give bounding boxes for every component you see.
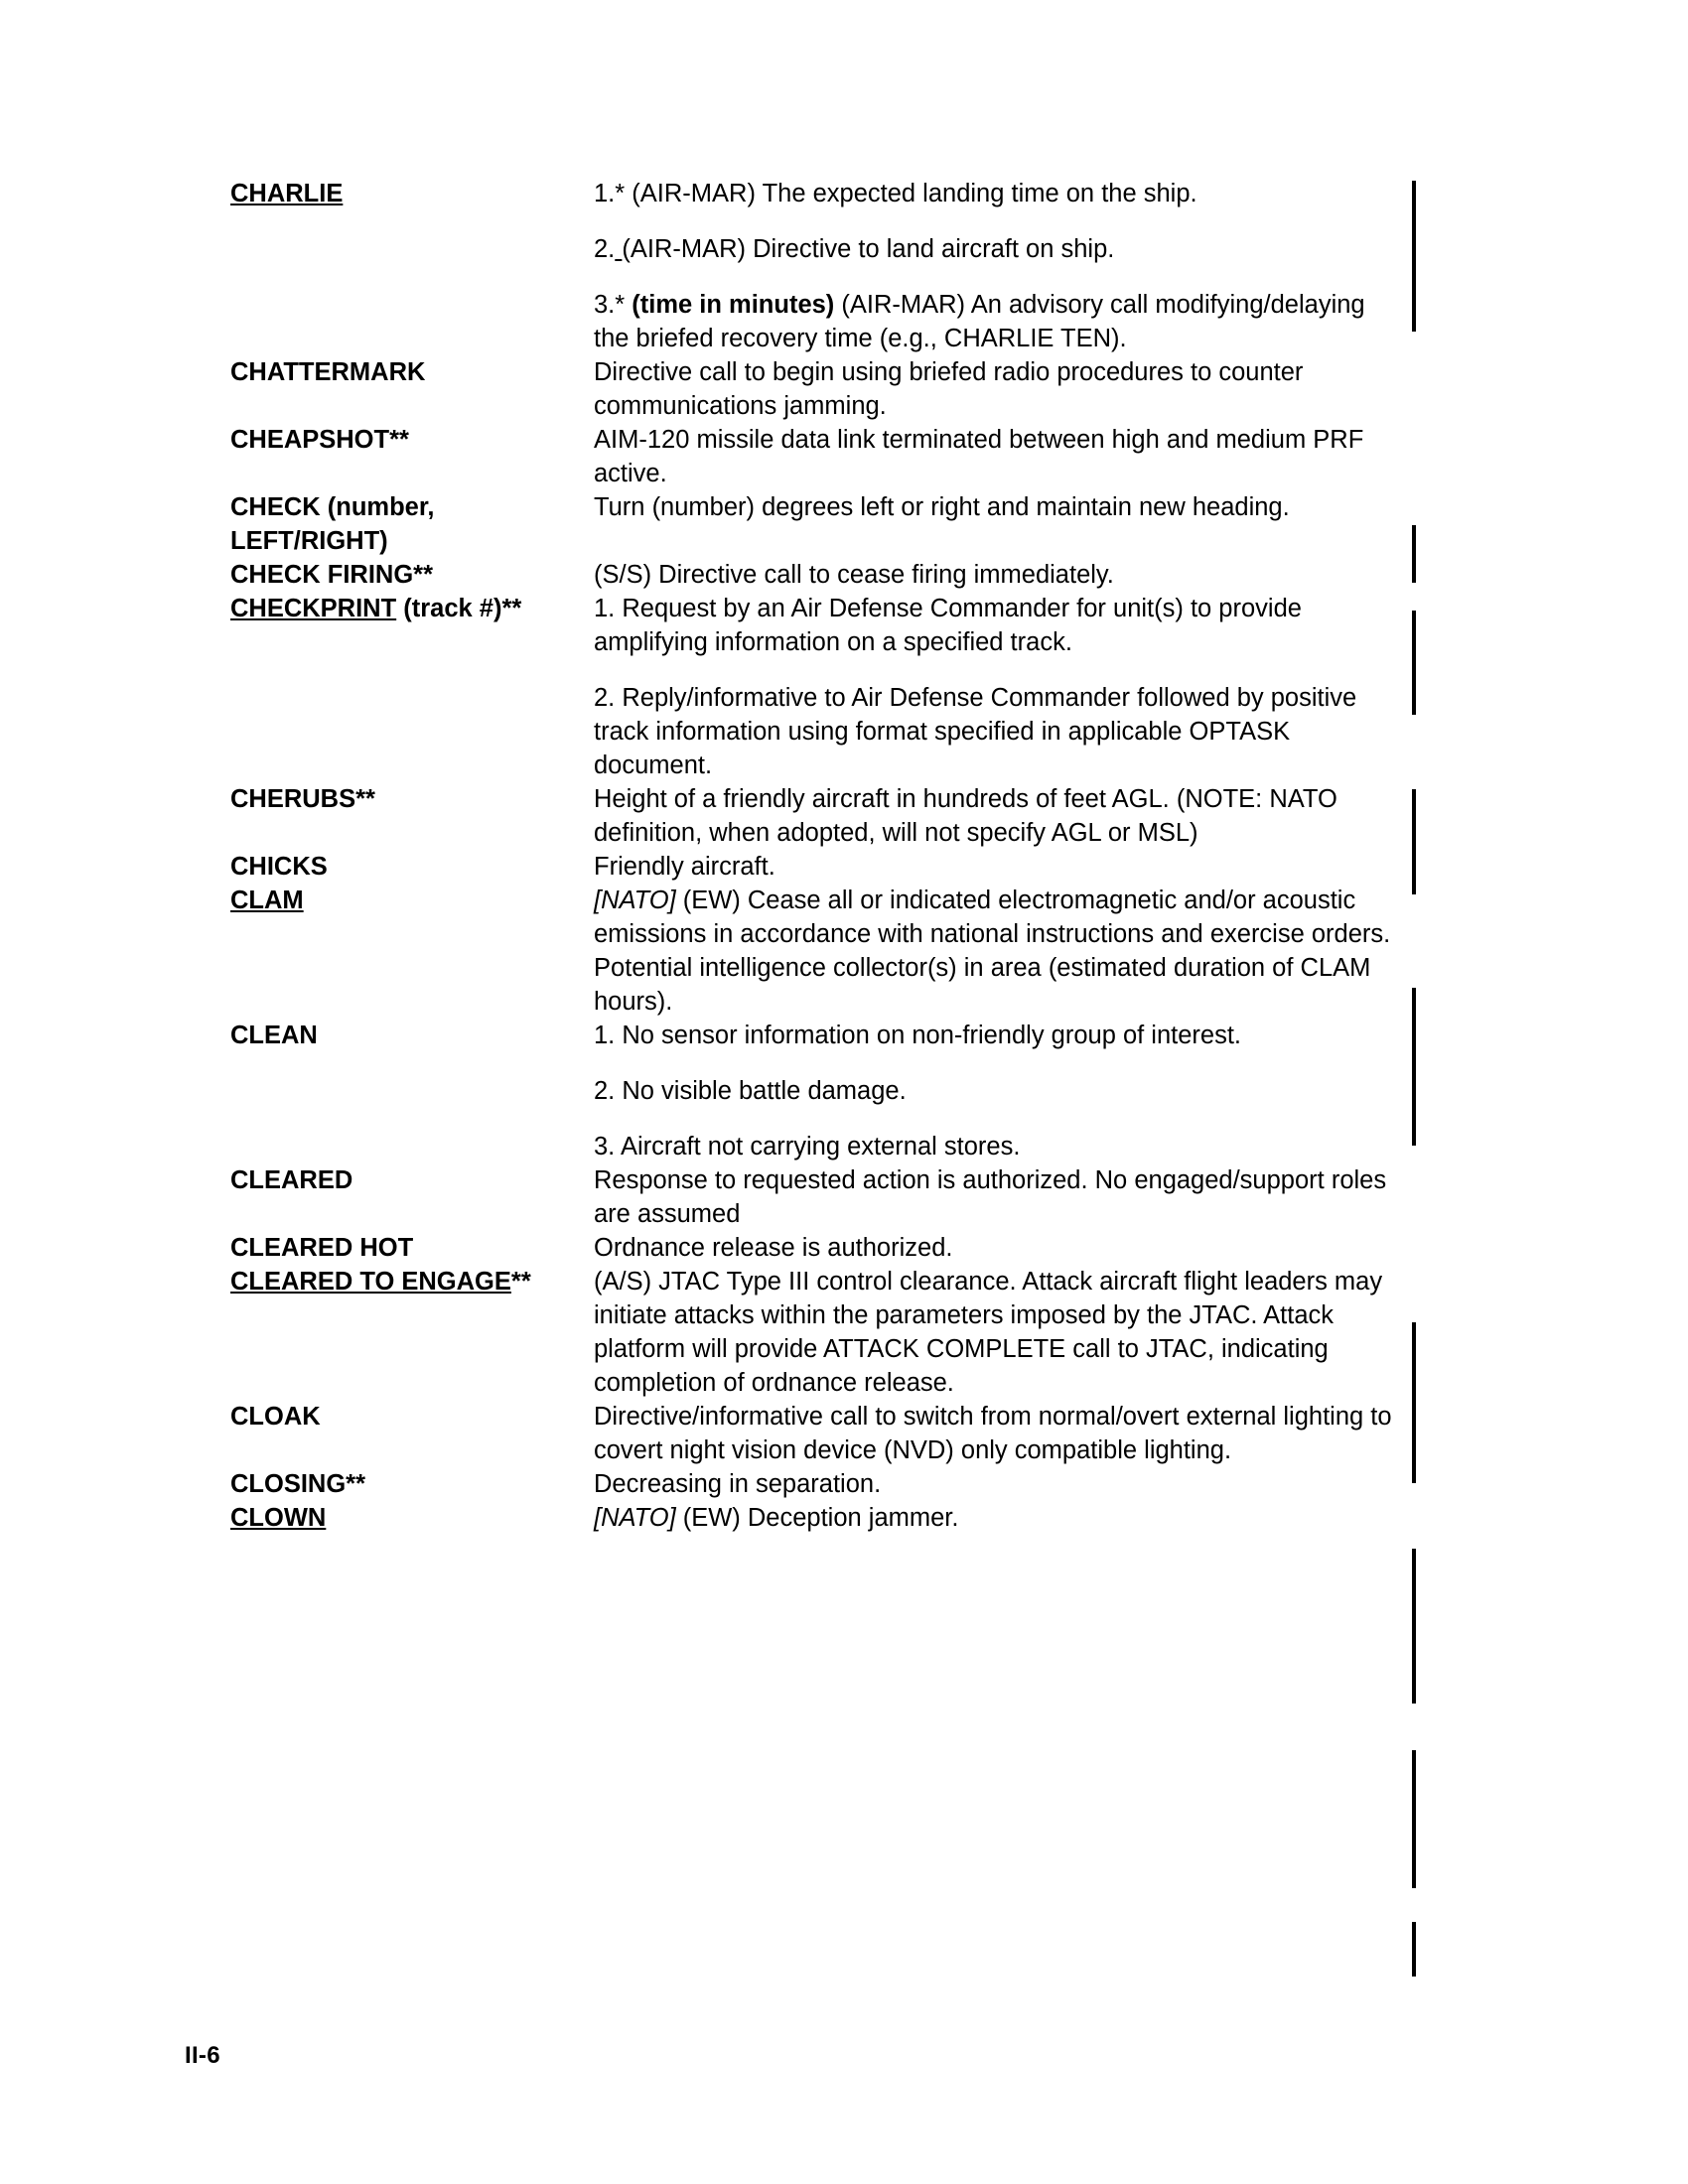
- definition-item: [594, 288, 1407, 355]
- glossary-entry-check-firing: [230, 558, 1407, 592]
- term-label: CHICKS: [230, 853, 328, 881]
- definition-emphasis: (time in minutes): [625, 291, 835, 319]
- definition-item: 2. No visible battle damage.: [594, 1077, 907, 1105]
- term-cell: [230, 177, 594, 355]
- glossary-entry-closing: [230, 1467, 1407, 1501]
- definition-cell: [594, 558, 1407, 592]
- page-number: II-6: [185, 2042, 220, 2069]
- definition-cell: [594, 423, 1407, 490]
- definition-italic-tag: [NATO]: [594, 887, 676, 914]
- definition-number: 1.*: [594, 180, 626, 207]
- definition-number: 3.*: [594, 291, 626, 319]
- change-bar: [1412, 181, 1416, 332]
- term-label: CHERUBS**: [230, 785, 375, 813]
- term-cell: [230, 1501, 594, 1535]
- definition-item: AIM-120 missile data link terminated between high and medium PRF active.: [594, 426, 1364, 487]
- term-label: CHECKPRINT: [230, 595, 397, 622]
- term-cell: [230, 1163, 594, 1231]
- term-cell: [230, 1231, 594, 1265]
- definition-item: [594, 1501, 1407, 1535]
- definition-source: (AIR-MAR): [622, 235, 754, 263]
- term-cell: [230, 423, 594, 490]
- definition-cell: [594, 1501, 1407, 1535]
- glossary-entry-clam: [230, 884, 1407, 1019]
- term-label: CLOAK: [230, 1403, 321, 1431]
- glossary-entry-cleared: [230, 1163, 1407, 1231]
- definition-cell: [594, 592, 1407, 782]
- definition-item: Directive call to begin using briefed radio procedures to counter communications jamming.: [594, 358, 1304, 420]
- definition-item: (S/S) Directive call to cease firing immediately.: [594, 561, 1114, 589]
- term-label: CHECK (number, LEFT/RIGHT): [230, 493, 435, 555]
- definition-item: Decreasing in separation.: [594, 1470, 882, 1498]
- term-label: CLOSING**: [230, 1470, 366, 1498]
- term-cell: [230, 355, 594, 423]
- definition-item: [594, 177, 1407, 210]
- change-bar: [1412, 1322, 1416, 1483]
- glossary-entry-chattermark: [230, 355, 1407, 423]
- glossary-entry-cleared-to-engage: [230, 1265, 1407, 1400]
- term-label: CLEARED HOT: [230, 1234, 414, 1262]
- definition-body: Directive to land aircraft on ship.: [753, 235, 1115, 263]
- definition-number: 2.: [594, 235, 616, 263]
- term-label: CHARLIE: [230, 180, 344, 207]
- definition-item: Directive/informative call to switch from normal/overt external lighting to covert night vision device (NVD) only compatible lighting.: [594, 1403, 1392, 1464]
- term-cell: [230, 1265, 594, 1400]
- change-bar: [1412, 988, 1416, 1146]
- term-cell: [230, 1467, 594, 1501]
- change-bar: [1412, 525, 1416, 583]
- term-cell: [230, 884, 594, 1019]
- term-cell: [230, 782, 594, 850]
- term-cell: [230, 592, 594, 782]
- term-label: CLAM: [230, 887, 304, 914]
- term-label: CHATTERMARK: [230, 358, 426, 386]
- term-cell: [230, 490, 594, 558]
- glossary-entry-clean: [230, 1019, 1407, 1163]
- definition-cell: [594, 177, 1407, 355]
- definition-body: The expected landing time on the ship.: [762, 180, 1197, 207]
- definition-item: Height of a friendly aircraft in hundreds of feet AGL. (NOTE: NATO definition, when adopted, will not specify AGL or MSL): [594, 785, 1337, 847]
- term-label: CLOWN: [230, 1504, 327, 1532]
- change-bar: [1412, 611, 1416, 715]
- change-bar: [1412, 789, 1416, 894]
- definition-item: Turn (number) degrees left or right and maintain new heading.: [594, 493, 1290, 521]
- glossary-entry-cherubs: [230, 782, 1407, 850]
- glossary-entry-checkprint: [230, 592, 1407, 782]
- glossary-entry-check-number: [230, 490, 1407, 558]
- glossary-table: [230, 177, 1407, 1535]
- definition-source: (AIR-MAR): [625, 180, 763, 207]
- definition-item: Response to requested action is authorized. No engaged/support roles are assumed: [594, 1166, 1387, 1228]
- term-cell: [230, 558, 594, 592]
- definition-cell: [594, 884, 1407, 1019]
- change-bar: [1412, 1549, 1416, 1704]
- definition-item: [594, 232, 1407, 266]
- glossary-entry-cloak: [230, 1400, 1407, 1467]
- definition-cell: [594, 782, 1407, 850]
- definition-body: (EW) Cease all or indicated electromagnetic and/or acoustic emissions in accordance with national instructions and exercise orders. Potential intelligence collector(s) in area (estimated duration of CLAM hours).: [594, 887, 1391, 1016]
- definition-body: (EW) Deception jammer.: [675, 1504, 959, 1532]
- definition-item: 2. Reply/informative to Air Defense Commander followed by positive track information using format specified in applicable OPTASK document.: [594, 684, 1357, 779]
- glossary-entry-chicks: [230, 850, 1407, 884]
- definition-item: [594, 884, 1407, 1019]
- definition-item: 1. Request by an Air Defense Commander for unit(s) to provide amplifying information on a specified track.: [594, 595, 1302, 656]
- definition-body: (AIR-MAR) An advisory call modifying/delaying the briefed recovery time (e.g., CHARLIE TEN).: [594, 291, 1365, 352]
- glossary-entry-cheapshot: [230, 423, 1407, 490]
- term-label: CHECK FIRING**: [230, 561, 434, 589]
- term-label: CLEAN: [230, 1022, 318, 1049]
- definition-italic-tag: [NATO]: [594, 1504, 676, 1532]
- definition-cell: [594, 1231, 1407, 1265]
- definition-item: 3. Aircraft not carrying external stores.: [594, 1133, 1021, 1160]
- definition-cell: [594, 1265, 1407, 1400]
- term-label: CLEARED: [230, 1166, 353, 1194]
- definition-item: 1. No sensor information on non-friendly group of interest.: [594, 1022, 1242, 1049]
- definition-cell: [594, 490, 1407, 558]
- term-label-suffix: **: [510, 1268, 531, 1296]
- definition-cell: [594, 1163, 1407, 1231]
- definition-cell: [594, 1019, 1407, 1163]
- definition-cell: [594, 355, 1407, 423]
- change-bar: [1412, 1750, 1416, 1888]
- glossary-entry-clown: [230, 1501, 1407, 1535]
- definition-item: (A/S) JTAC Type III control clearance. Attack aircraft flight leaders may initiate attacks within the parameters imposed by the JTAC. Attack platform will provide ATTACK COMPLETE call to JTAC, indicating completion of ordnance release.: [594, 1268, 1383, 1397]
- definition-item: Friendly aircraft.: [594, 853, 775, 881]
- definition-cell: [594, 1467, 1407, 1501]
- term-cell: [230, 1400, 594, 1467]
- term-cell: [230, 1019, 594, 1163]
- term-cell: [230, 850, 594, 884]
- definition-item: Ordnance release is authorized.: [594, 1234, 953, 1262]
- glossary-entry-charlie: [230, 177, 1407, 355]
- glossary-entry-cleared-hot: [230, 1231, 1407, 1265]
- term-label: CHEAPSHOT**: [230, 426, 409, 454]
- term-label-suffix: (track #)**: [396, 595, 522, 622]
- definition-cell: [594, 1400, 1407, 1467]
- change-bar: [1412, 1922, 1416, 1977]
- definition-cell: [594, 850, 1407, 884]
- term-label: CLEARED TO ENGAGE: [230, 1268, 511, 1296]
